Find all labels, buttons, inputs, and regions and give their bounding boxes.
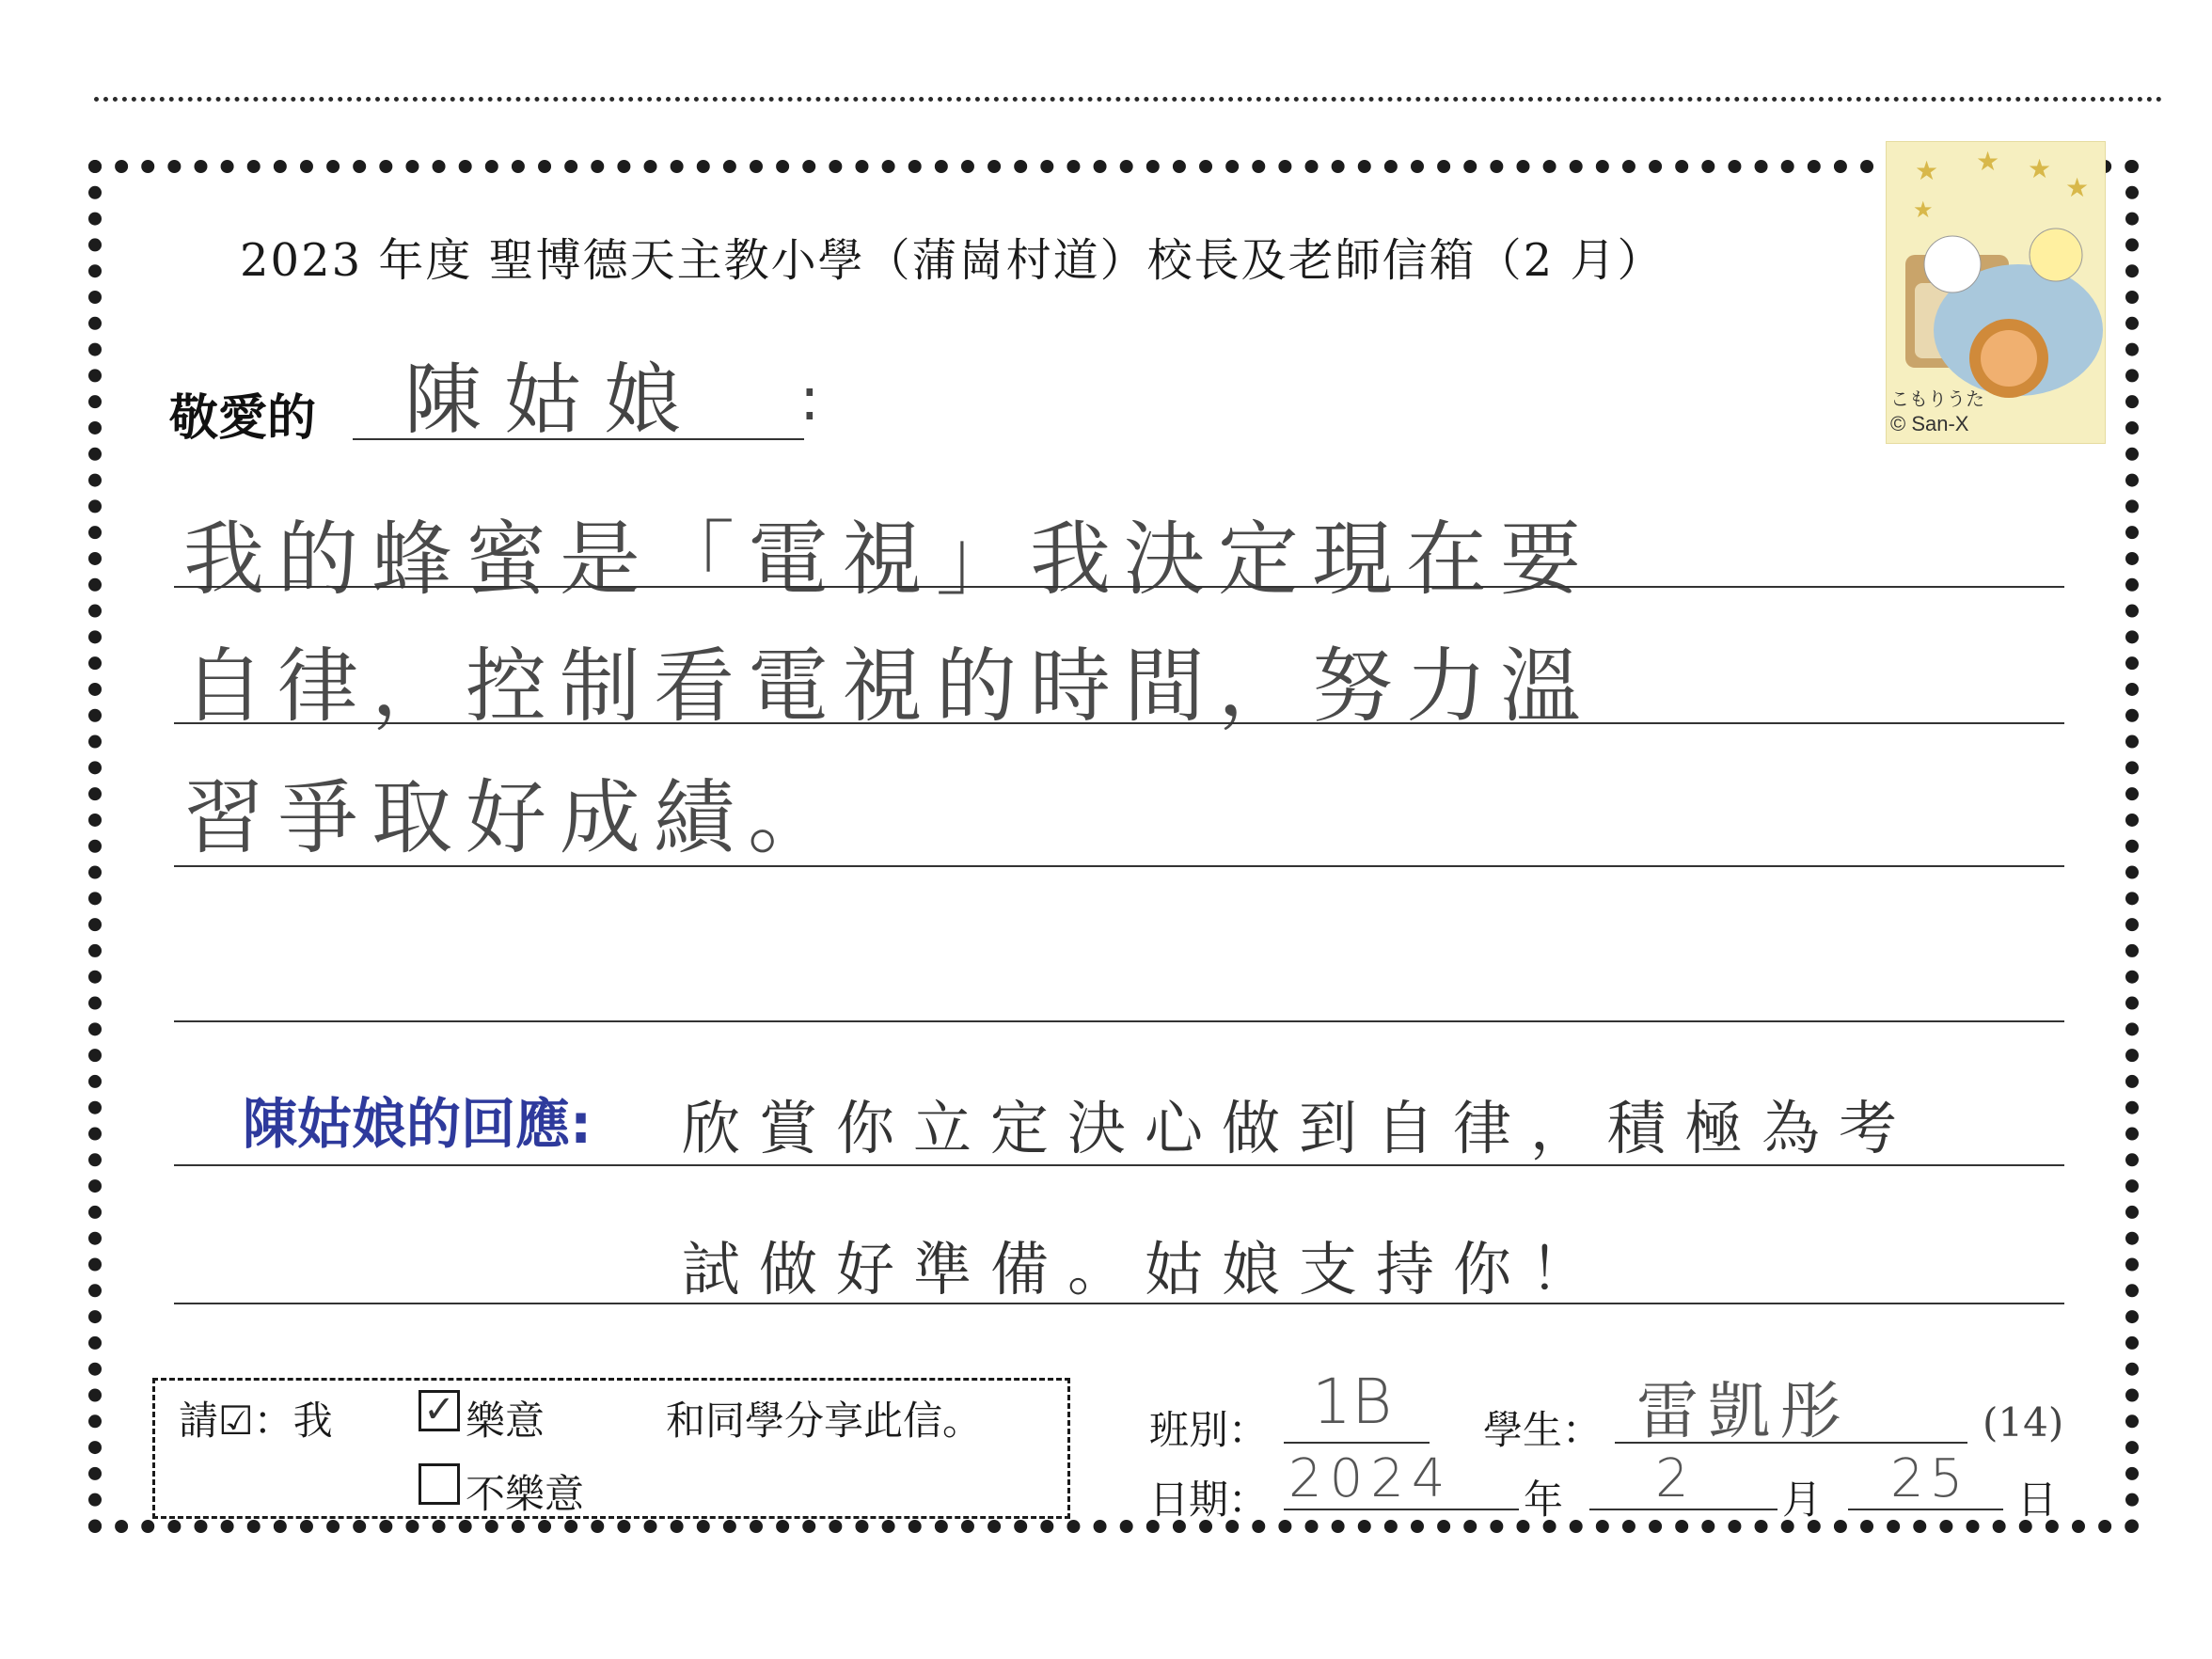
reply-label: 陳姑娘的回應:: [243, 1092, 592, 1156]
greeting-colon: :: [799, 365, 820, 434]
month-underline: [1589, 1509, 1778, 1510]
letter-line-3: 習爭取好成績。: [183, 771, 842, 865]
share-yes-label: 樂意: [466, 1398, 545, 1444]
rule-line-2: [174, 722, 2064, 724]
class-value: 1B: [1312, 1366, 1393, 1438]
rule-line-6: [174, 1303, 2064, 1304]
day-underline: [1848, 1509, 2003, 1510]
share-yes-checkbox[interactable]: ✓: [419, 1390, 460, 1431]
day-value: 25: [1890, 1448, 1969, 1509]
page-title: 2023 年度 聖博德天主教小學（蒲崗村道）校長及老師信箱（2 月）: [240, 234, 1665, 287]
class-label: 班別：: [1149, 1407, 1269, 1453]
date-label: 日期：: [1149, 1477, 1269, 1523]
student-underline: [1615, 1442, 1967, 1444]
rule-line-5: [174, 1164, 2064, 1166]
rule-line-1: [174, 586, 2064, 588]
share-no-label: 不樂意: [466, 1471, 585, 1517]
month-unit: 月: [1782, 1477, 1823, 1523]
day-unit: 日: [2017, 1477, 2058, 1523]
student-number: (14): [1983, 1399, 2064, 1446]
class-underline: [1284, 1442, 1430, 1444]
rule-line-3: [174, 865, 2064, 867]
letter-line-1: 我的蜂蜜是「電視」我決定現在要: [183, 513, 1594, 607]
year-unit: 年: [1524, 1477, 1564, 1523]
recipient-name: 陳姑娘: [404, 356, 704, 445]
reply-line-1: 欣賞你立定決心做到自律，積極為考: [682, 1094, 1917, 1162]
month-value: 2: [1655, 1448, 1689, 1509]
letter-line-2: 自律，控制看電視的時間，努力溫: [183, 640, 1594, 734]
share-suffix: 和同學分享此信。: [666, 1398, 983, 1444]
svg-text:★: ★: [2065, 172, 2090, 203]
perforation-line: [94, 97, 2163, 102]
svg-text:★: ★: [1913, 197, 1934, 223]
student-name: 雷凱彤: [1636, 1375, 1851, 1447]
share-no-checkbox[interactable]: [419, 1463, 460, 1505]
rule-line-4: [174, 1020, 2064, 1022]
svg-text:★: ★: [1976, 146, 2000, 177]
share-prompt: 請☑：我: [179, 1398, 333, 1444]
svg-text:★: ★: [1915, 155, 1939, 186]
svg-text:★: ★: [2028, 153, 2052, 184]
reply-line-2: 試做好準備。姑娘支持你！: [682, 1235, 1608, 1304]
sticker-copyright: © San-X: [1890, 412, 1969, 435]
year-underline: [1284, 1509, 1519, 1510]
student-label: 學生：: [1483, 1407, 1603, 1453]
sticker-caption: こもりうた: [1890, 387, 1984, 410]
recipient-underline: [353, 438, 804, 440]
greeting-label: 敬愛的: [169, 390, 317, 447]
year-value: 2024: [1288, 1448, 1453, 1509]
